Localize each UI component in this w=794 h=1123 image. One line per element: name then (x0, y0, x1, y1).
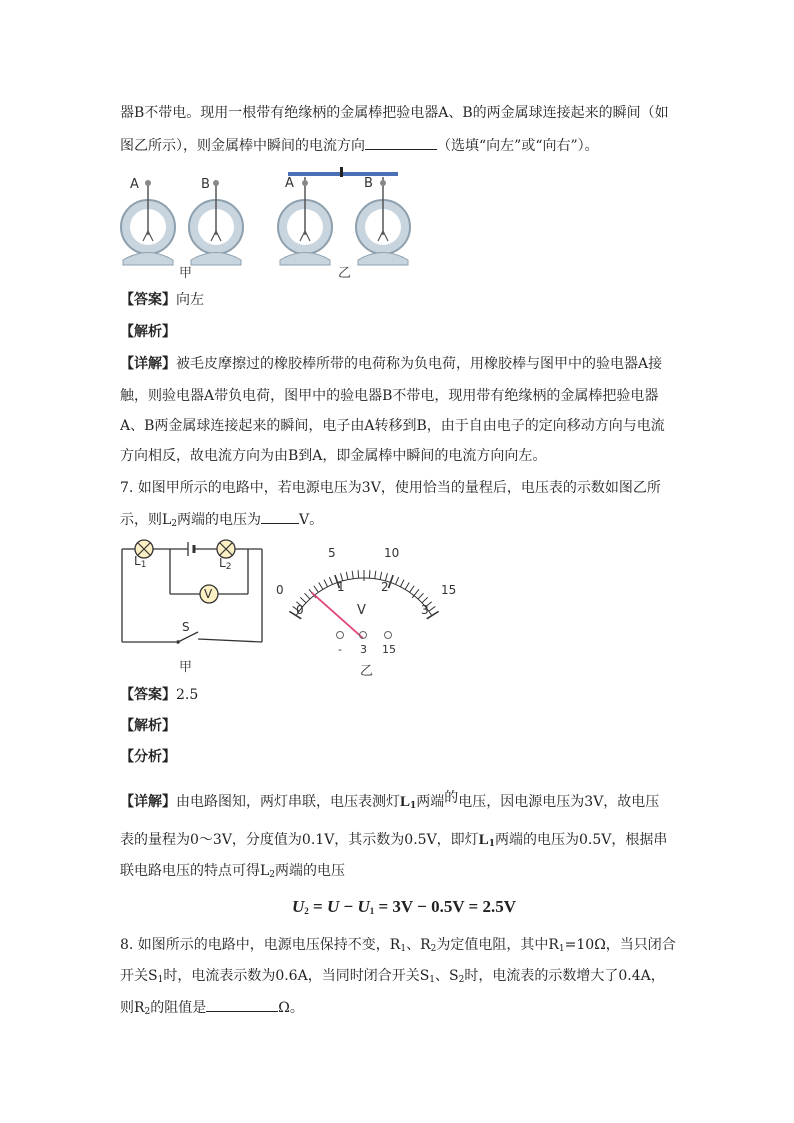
q8-text: =10Ω，当只闭合 (564, 937, 676, 953)
q8-text: 为定值电阻，其中R (436, 937, 559, 953)
figure-caption: 甲 (179, 660, 193, 675)
formula-symbol: U (326, 897, 340, 916)
q6-analysis (120, 322, 176, 342)
q7-text: 两端的电压为 (177, 512, 262, 528)
q7-text: V。 (299, 512, 324, 528)
subscript: 1 (429, 975, 436, 985)
q6-answer (120, 290, 204, 310)
label-text: L (219, 556, 226, 570)
tick-label-lower: 2 (381, 580, 389, 594)
subscript: 1 (410, 801, 417, 811)
subscript: 2 (304, 906, 309, 916)
label-l2 (219, 556, 231, 570)
terminal-label: 15 (382, 643, 396, 656)
q7-detail-3 (120, 861, 345, 881)
q7-answer (120, 685, 198, 705)
answer-blank[interactable] (261, 509, 299, 524)
answer-label: 【答案】 (120, 292, 176, 308)
voltmeter-label: V (204, 587, 213, 601)
subscript: 1 (157, 975, 164, 985)
voltmeter-needle (312, 592, 363, 638)
q8-text: 、S (435, 968, 459, 984)
q7-text: 示，则L (120, 512, 172, 528)
formula-rest: = 3V − 0.5V = 2.5V (374, 897, 516, 916)
terminal-label: 3 (360, 643, 367, 656)
q8-text: Ω。 (278, 1000, 304, 1016)
q7-line-1 (120, 478, 661, 498)
q8-line-1 (120, 935, 676, 955)
detail-text: A、B两金属球连接起来的瞬间，电子由A转移到B，由于自由电子的定向移动方向与电流 (120, 418, 665, 434)
label-a: A (285, 176, 294, 191)
q6-line-1 (120, 103, 669, 123)
q8-text: 8. 如图所示的电路中，电源电压保持不变，R (120, 937, 401, 953)
electroscope-b-1 (189, 180, 243, 265)
q7-text: 7. 如图甲所示的电路中，若电源电压为3V，使用恰当的量程后，电压表的示数如图乙所 (120, 480, 661, 496)
dial-tick (380, 572, 382, 580)
q6-detail-1 (120, 354, 662, 374)
dial-tick (329, 577, 332, 584)
figure-caption: 乙 (338, 266, 352, 281)
terminal-15[interactable] (385, 632, 392, 639)
voltmeter-dial (270, 540, 465, 660)
q6-text: 器B不带电。现用一根带有绝缘柄的金属棒把验电器A、B的两金属球连接起来的瞬间（如 (120, 105, 669, 121)
subscript: 1 (140, 560, 147, 570)
electroscope-a-1 (121, 180, 175, 265)
subscript: 1 (369, 906, 375, 916)
label-text: L (134, 554, 141, 568)
figure-caption: 乙 (360, 664, 374, 679)
dial-tick (418, 593, 423, 599)
q8-text: 则R (120, 1000, 145, 1016)
detail-text: 表的量程为0～3V，分度值为0.1V，其示数为0.5V，即灯 (120, 832, 479, 848)
terminal-minus[interactable] (337, 632, 344, 639)
subscript: 2 (225, 562, 232, 572)
formula-symbol: U (292, 897, 305, 916)
figure-caption: 甲 (179, 266, 193, 281)
answer-value: 向左 (176, 292, 204, 308)
label-b: B (201, 177, 210, 192)
dial-tick (400, 580, 404, 587)
unit-label: V (357, 603, 366, 618)
tick-label-lower: 0 (296, 603, 304, 617)
tick-label-upper: 5 (328, 546, 336, 560)
symbol-l: L (400, 794, 411, 810)
q8-text: 时，电流表的示数增大了0.4A， (464, 968, 665, 984)
q8-line-2 (120, 966, 665, 986)
subscript: 1 (558, 944, 565, 954)
dial-tick (346, 572, 348, 580)
subscript: 1 (488, 839, 495, 849)
detail-text: 两端的电压 (275, 863, 346, 879)
answer-value: 2.5 (176, 687, 199, 703)
q8-text: 、R (406, 937, 431, 953)
tick-label-lower: 3 (421, 603, 429, 617)
subscript: 2 (269, 870, 276, 880)
detail-text: 联电路电压的特点可得L (120, 863, 270, 879)
analysis2-label: 【分析】 (120, 749, 176, 765)
dial-tick (369, 570, 370, 578)
dial-tick (300, 597, 306, 603)
detail-label: 【详解】 (120, 356, 176, 372)
detail-text: 方向相反，故电流方向为由B到A，即金属棒中瞬间的电流方向向左。 (120, 448, 547, 464)
formula-symbol: U (357, 897, 370, 916)
dial-tick (410, 586, 415, 593)
label-l1 (134, 554, 146, 568)
dial-tick (375, 571, 376, 579)
terminal-label: - (338, 643, 342, 656)
q7-line-2 (120, 509, 323, 530)
q6-text: 图乙所示），则金属棒中瞬间的电流方向 (120, 138, 365, 154)
tick-label-upper: 10 (384, 546, 400, 560)
dial-tick (396, 577, 399, 584)
formula-op: = (308, 897, 327, 916)
answer-blank[interactable] (206, 997, 278, 1012)
subscript: 2 (171, 519, 178, 529)
q7-analysis (120, 716, 176, 736)
tick-label-upper: 0 (276, 583, 284, 597)
detail-label: 【详解】 (120, 794, 176, 810)
q8-text: 时，电流表示数为0.6A，当同时闭合开关S (163, 968, 430, 984)
label-a: A (130, 177, 139, 192)
dial-tick (314, 586, 319, 593)
q6-detail-2 (120, 386, 658, 406)
answer-blank[interactable] (365, 135, 437, 150)
subscript: 1 (400, 944, 407, 954)
label-b: B (364, 176, 373, 191)
detail-text: 触，则验电器A带负电荷，图甲中的验电器B不带电，现用带有绝缘柄的金属棒把验电器 (120, 388, 659, 404)
subscript: 2 (144, 1007, 151, 1017)
electroscope-figure (118, 165, 418, 285)
symbol-l: L (478, 832, 489, 848)
dial-tick (358, 570, 359, 578)
subscript: 2 (458, 975, 465, 985)
analysis-label: 【解析】 (120, 324, 176, 340)
dial-tick (352, 571, 353, 579)
q6-text: （选填“向左”或“向右”）。 (437, 138, 599, 154)
detail-text: 被毛皮摩擦过的橡胶棒所带的电荷称为负电荷，用橡胶棒与图甲中的验电器A接 (176, 356, 663, 372)
switch-label: S (182, 620, 190, 634)
q8-text: 开关S (120, 968, 158, 984)
detail-text: 的 (444, 790, 459, 806)
dial-tick (405, 583, 409, 590)
answer-label: 【答案】 (120, 687, 176, 703)
q7-analysis2 (120, 747, 176, 767)
tick-label-lower: 1 (337, 580, 345, 594)
analysis-label: 【解析】 (120, 718, 176, 734)
dial-tick (429, 606, 435, 611)
dial-tick (324, 580, 328, 587)
rod-handle (340, 167, 343, 177)
q8-line-3 (120, 997, 304, 1018)
detail-text: 电压，因电源电压为3V，故电压 (458, 794, 660, 810)
dial-tick (319, 583, 323, 590)
q7-detail-1 (120, 788, 659, 812)
dial-tick (422, 597, 428, 603)
formula (292, 897, 516, 917)
detail-text: 由电路图知，两灯串联，电压表测灯 (176, 794, 400, 810)
q7-detail-2 (120, 830, 667, 850)
dial-tick (305, 593, 310, 599)
detail-text: 两端的电压为0.5V，根据串 (494, 832, 668, 848)
formula-op: − (339, 897, 358, 916)
q6-line-2 (120, 135, 599, 156)
tick-label-upper: 15 (441, 583, 457, 597)
detail-text: 两端 (416, 794, 445, 810)
q8-text: 的阻值是 (150, 1000, 207, 1016)
q6-detail-4 (120, 446, 546, 466)
subscript: 2 (430, 944, 437, 954)
q6-detail-3 (120, 416, 665, 436)
